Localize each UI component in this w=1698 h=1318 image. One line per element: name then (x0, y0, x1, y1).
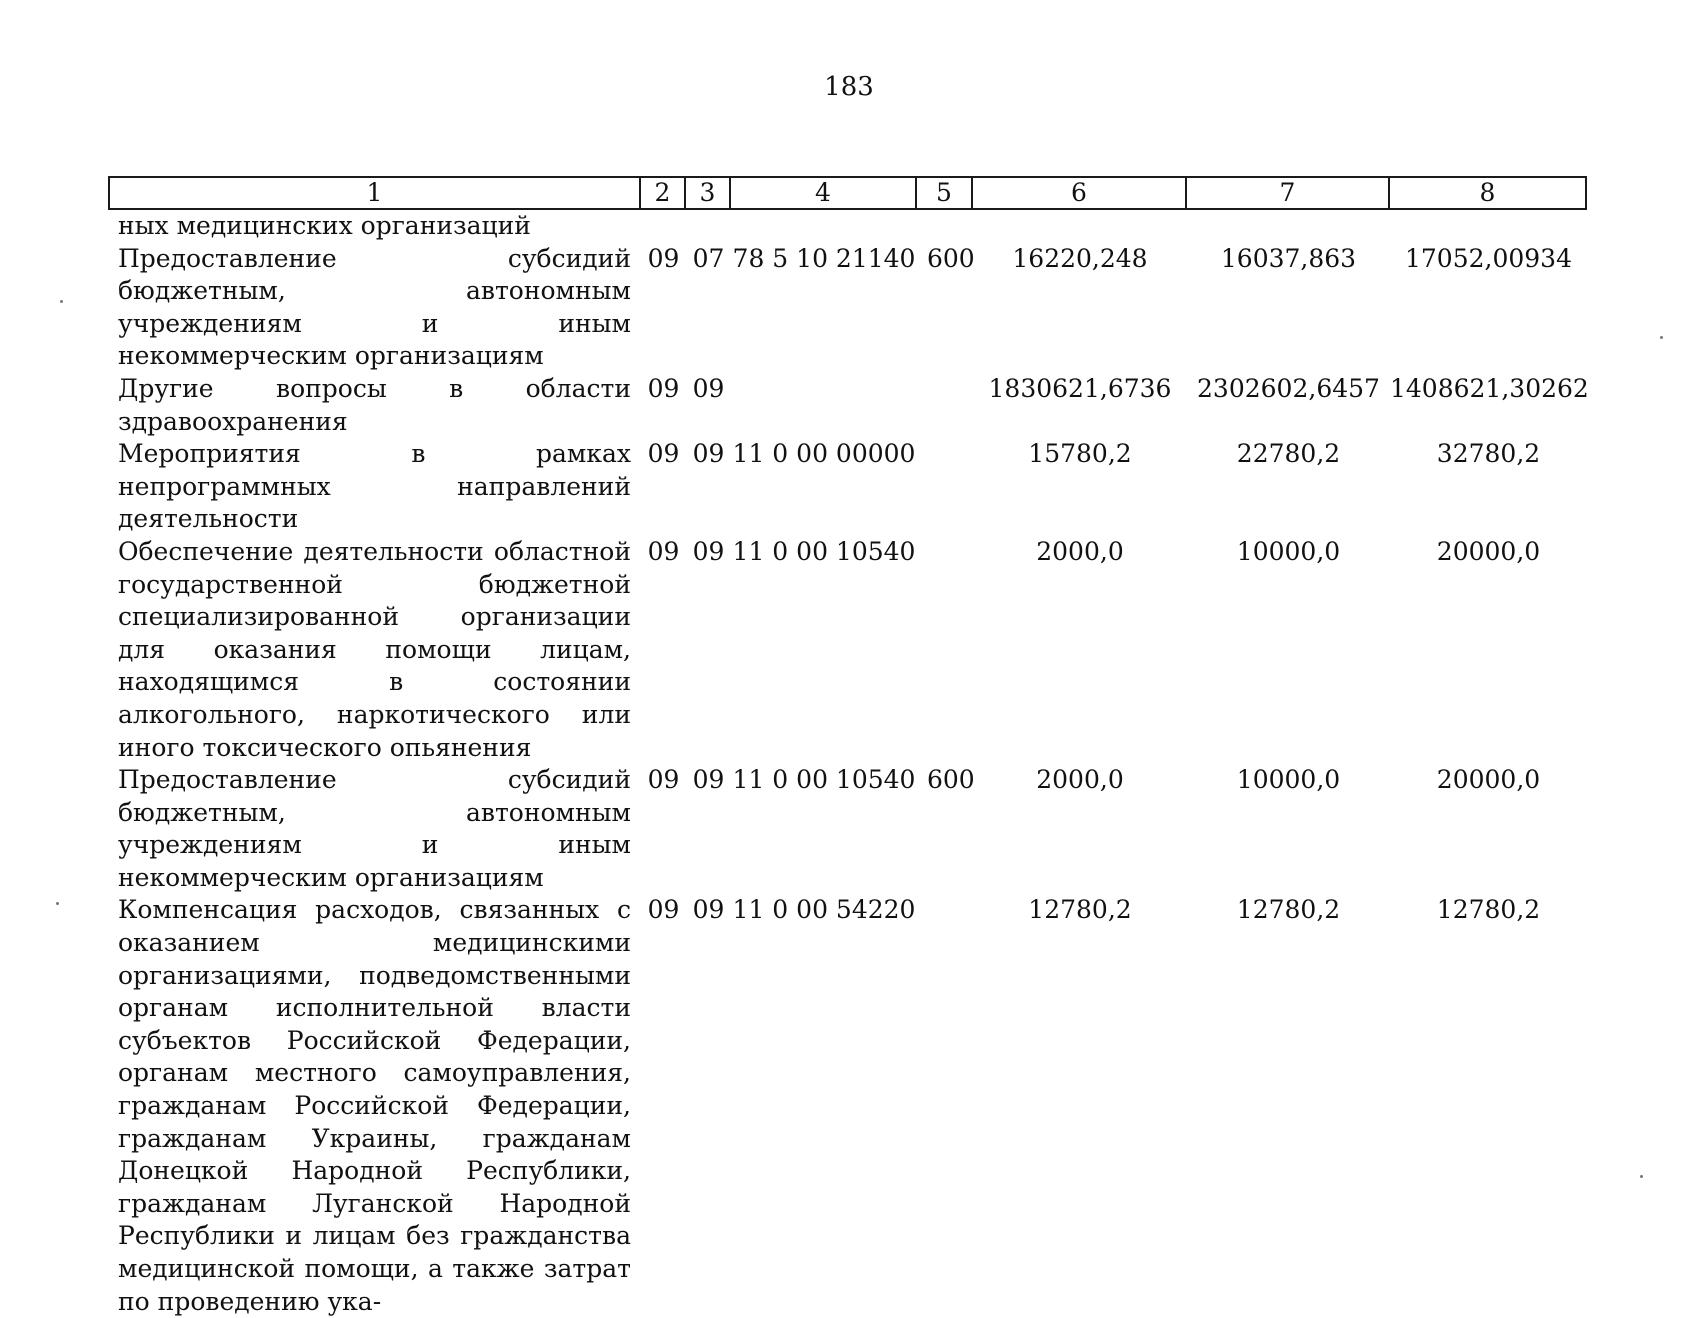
column-header-8: 8 (1388, 176, 1587, 210)
subsection-code: 09 (692, 373, 725, 403)
section-code (641, 210, 686, 243)
expense-type-code (917, 373, 973, 438)
amount-col-6: 1830621,6736 (988, 373, 1172, 403)
column-header-7: 7 (1185, 176, 1390, 210)
section-code: 09 (647, 373, 680, 403)
target-article-code: 11 0 00 54220 (732, 895, 916, 925)
column-header-1: 1 (108, 176, 641, 210)
amount-col-8: 20000,0 (1436, 536, 1541, 566)
column-header-4: 4 (729, 176, 917, 210)
column-header-5: 5 (915, 176, 973, 210)
section-code: 09 (647, 765, 680, 795)
subsection-code: 09 (692, 536, 725, 566)
row-description: Обеспечение деятельности областной государственной бюджетной специализированной организации для оказания помощи лицам, находящимся в состоянии алкогольного, наркотического или иного токсического опьянения (118, 536, 631, 762)
table-row (108, 210, 1592, 243)
table-row (108, 243, 1592, 373)
target-article-code: 78 5 10 21140 (732, 243, 916, 273)
amount-col-6: 16220,248 (1012, 243, 1148, 273)
scan-speck (1660, 336, 1663, 339)
column-header-2: 2 (639, 176, 686, 210)
amount-col-6: 2000,0 (1036, 765, 1124, 795)
expense-type-code (917, 536, 973, 764)
subsection-code: 07 (692, 243, 725, 273)
page-number: 183 (824, 72, 874, 102)
amount-col-7: 2302602,6457 (1197, 373, 1380, 403)
amount-col-8: 17052,00934 (1404, 243, 1572, 273)
amount-col-6 (973, 210, 1187, 243)
expense-type-code: 600 (927, 765, 975, 795)
column-header-6: 6 (971, 176, 1187, 210)
column-header-3: 3 (684, 176, 731, 210)
amount-col-7: 10000,0 (1236, 536, 1341, 566)
amount-col-6: 12780,2 (1028, 895, 1132, 925)
table-row (108, 894, 1592, 1318)
target-article-code (731, 210, 917, 243)
table-row (108, 438, 1592, 536)
section-code: 09 (647, 243, 680, 273)
scan-speck (56, 902, 59, 905)
amount-col-7: 10000,0 (1236, 765, 1341, 795)
subsection-code: 09 (692, 765, 725, 795)
row-description: Мероприятия в рамках непрограммных направлений деятельности (118, 439, 631, 534)
target-article-code: 11 0 00 00000 (732, 439, 916, 469)
subsection-code (686, 210, 731, 243)
table-row (108, 764, 1592, 894)
amount-col-8: 12780,2 (1436, 895, 1541, 925)
amount-col-8: 1408621,30262 (1390, 373, 1589, 403)
target-article-code: 11 0 00 10540 (732, 765, 916, 795)
subsection-code: 09 (692, 895, 725, 925)
table-header-row (108, 176, 1592, 210)
section-code: 09 (647, 895, 680, 925)
amount-col-6: 2000,0 (1036, 536, 1124, 566)
amount-col-7: 16037,863 (1220, 243, 1357, 273)
target-article-code: 11 0 00 10540 (732, 536, 916, 566)
target-article-code (731, 373, 917, 438)
table-row (108, 373, 1592, 438)
budget-table (108, 176, 1592, 1318)
amount-col-7: 12780,2 (1236, 895, 1341, 925)
amount-col-7: 22780,2 (1236, 439, 1341, 469)
row-description: ных медицинских организаций (118, 211, 531, 240)
row-description: Компенсация расходов, связанных с оказанием медицинскими организациями, подведомственными органам исполнительной власти субъектов Российской Федерации, органам местного самоуправления, гражданам Российской Федерации, гражданам Украины, гражданам Донецкой Народной Республики, гражданам Луганской Народной Республики и лицам без гражданства медицинской помощи, а также затрат по проведению ука- (118, 895, 631, 1316)
table-body (108, 210, 1592, 1318)
section-code: 09 (647, 439, 680, 469)
amount-col-6: 15780,2 (1028, 439, 1132, 469)
section-code: 09 (647, 536, 680, 566)
subsection-code: 09 (692, 439, 725, 469)
amount-col-7 (1187, 210, 1390, 243)
expense-type-code (917, 210, 973, 243)
amount-col-8: 32780,2 (1436, 439, 1541, 469)
scan-speck (1640, 1175, 1643, 1178)
amount-col-8: 20000,0 (1436, 765, 1541, 795)
scan-speck (60, 300, 63, 303)
expense-type-code (917, 438, 973, 536)
row-description: Предоставление субсидий бюджетным, автономным учреждениям и иным некоммерческим организациям (118, 765, 631, 892)
expense-type-code (917, 894, 973, 1318)
row-description: Другие вопросы в области здравоохранения (118, 373, 631, 436)
expense-type-code: 600 (927, 243, 975, 273)
table-row (108, 536, 1592, 764)
row-description: Предоставление субсидий бюджетным, автономным учреждениям и иным некоммерческим организациям (118, 243, 631, 371)
amount-col-8 (1390, 210, 1587, 243)
